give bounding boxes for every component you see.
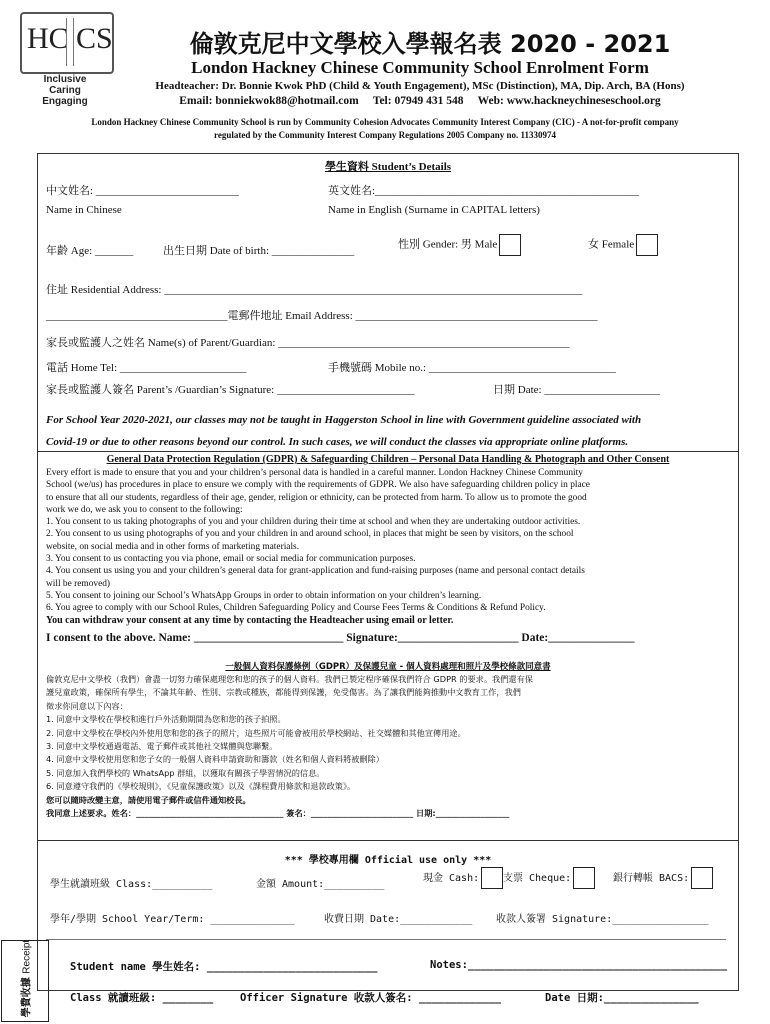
logo-divider xyxy=(66,18,74,66)
gdpr-line: 3. You consent to us contacting you via phone, email or social media for communication purposes. xyxy=(46,554,416,565)
female-checkbox[interactable] xyxy=(636,234,658,256)
gdpr-line: 5. You consent to joining our School’s WhatsApp Groups in order to obtain information on your children’s learning. xyxy=(46,590,482,601)
guardian-name-field[interactable]: 家長或監護人之姓名 Name(s) of Parent/Guardian: _____________________________________________________ xyxy=(46,337,570,349)
gdpr-chinese-heading: 一般個人資料保護條例（GDPR）及保護兒童 - 個人資料處理和照片及學校條款同意書 xyxy=(225,662,551,672)
section-divider xyxy=(38,451,738,452)
gdpr-line: website, on social media and in other forms of marketing materials. xyxy=(46,541,300,552)
cash-checkbox[interactable] xyxy=(481,867,503,889)
bacs-checkbox[interactable] xyxy=(691,867,713,889)
official-amount-field[interactable]: 金額 Amount:__________ xyxy=(256,879,385,890)
gdpr-english-text xyxy=(46,467,732,627)
signature-date-field[interactable]: 日期 Date: _____________________ xyxy=(493,384,660,396)
receipt-label-en: Receipt xyxy=(21,939,33,974)
contact-line: Email: bonniekwok88@hotmail.com Tel: 07949 431 548 Web: www.hackneychineseschool.org xyxy=(179,95,661,107)
gdpr-line: will be removed) xyxy=(46,578,111,589)
female-label: 女 Female xyxy=(588,238,635,251)
gdpr-line: work we do, we ask you to consent to the following: xyxy=(46,504,243,515)
gdpr-zh-line: 5. 同意加入我們學校的 WhatsApp 群組，以獲取有關孩子學習情況的信息。 xyxy=(46,767,325,778)
cash-label: 現金 Cash: xyxy=(423,873,480,884)
gdpr-zh-withdraw: 您可以隨時改變主意，請使用電子郵件或信件通知校長。 xyxy=(46,794,251,805)
official-bacs-option[interactable] xyxy=(613,867,713,889)
chinese-consent-line[interactable]: 我同意上述要求。姓名：____________________________________ 簽名：_________________________ 日期:__________________ xyxy=(46,808,510,819)
gdpr-zh-line: 倫敦克尼中文學校（我們）會盡一切努力確保處理您和您的孩子的個人資料。我們已製定程序確保我們符合 GDPR 的要求。我們還有保 xyxy=(46,674,533,684)
mobile-field[interactable]: 手機號碼 Mobile no.: __________________________________ xyxy=(328,362,616,374)
receipt-class-field[interactable]: Class 就讀班級: ________ xyxy=(70,992,214,1004)
age-field[interactable]: 年齡 Age: _______ xyxy=(46,245,134,257)
chinese-name-field[interactable]: 中文姓名: __________________________ xyxy=(46,185,239,197)
gdpr-zh-line: 1. 同意中文學校在學校和進行戶外活動期間為您和您的孩子拍照。 xyxy=(46,714,286,725)
gdpr-zh-line: 3. 同意中文學校通過電話、電子郵件或其他社交媒體與您聯繫。 xyxy=(46,741,278,752)
gdpr-line: 4. You consent us using you and your children’s general data for grant-application and fund-raising purposes (name and personal contact details xyxy=(46,566,585,577)
receipt-notes-field[interactable]: Notes:_________________________________________ xyxy=(430,959,728,971)
form-title-english: London Hackney Chinese Community School Enrolment Form xyxy=(191,58,649,77)
headteacher-line: Headteacher: Dr. Bonnie Kwok PhD (Child & Youth Engagement), MSc (Distinction), MA, Dip. Arch, BA (Hons) xyxy=(155,80,685,92)
cheque-checkbox[interactable] xyxy=(573,867,595,889)
gdpr-zh-line: 4. 同意中文學校使用您和您子女的一般個人資料申請資助和籌款（姓名和個人資料將被刪除） xyxy=(46,754,384,765)
name-english-label: Name in English (Surname in CAPITAL letters) xyxy=(328,204,540,216)
gdpr-zh-line: 6. 同意遵守我們的《學校規則》，《兒童保護政策》以及《課程費用條款和退款政策》。 xyxy=(46,781,356,792)
address-field[interactable]: 住址 Residential Address: ____________________________________________________________________________ xyxy=(46,284,583,296)
official-cash-option[interactable] xyxy=(423,867,503,889)
receipt-date-field[interactable]: Date 日期:_______________ xyxy=(545,992,699,1004)
email-field[interactable]: _________________________________電郵件地址 Email Address: ____________________________________________ xyxy=(46,310,598,322)
logo-cs-text: CS xyxy=(76,22,113,55)
male-checkbox[interactable] xyxy=(499,234,521,256)
covid-notice-line: Covid-19 or due to other reasons beyond our control. In such cases, we will conduct the classes via appropriate online platforms. xyxy=(46,436,629,448)
covid-notice-line: For School Year 2020-2021, our classes may not be taught in Haggerston School in line with Government guideline associated with xyxy=(46,414,642,426)
gdpr-line: 2. You consent to us using photographs of you and your children in and around school, in places that might be seen by visitors, on the school xyxy=(46,529,574,540)
logo-hc-text: HC xyxy=(27,22,69,55)
official-use-heading: *** 學校專用欄 Official use only *** xyxy=(284,855,492,866)
gdpr-line: School (we/us) has procedures in place to ensure we comply with the requirements of GDPR. We also have safeguarding children policy in place xyxy=(46,480,590,491)
english-consent-line[interactable]: I consent to the above. Name: __________________________ Signature:_____________________ Date:_______________ xyxy=(46,632,635,644)
form-box xyxy=(37,153,739,991)
dob-field[interactable]: 出生日期 Date of birth: _______________ xyxy=(163,245,355,257)
cic-line: regulated by the Community Interest Company Regulations 2005 Company no. 11330974 xyxy=(214,130,556,140)
school-logo xyxy=(20,12,114,74)
official-signature-field[interactable]: 收款人簽署 Signature:________________ xyxy=(496,914,709,925)
gdpr-line: 6. You agree to comply with our School Rules, Children Safeguarding Policy and Course Fees Terms & Conditions & Refund Policy. xyxy=(46,603,546,614)
receipt-tag xyxy=(1,940,49,1022)
cic-line: London Hackney Chinese Community School is run by Community Cohesion Advocates Community Interest Company (CIC) - A not-for-profit company xyxy=(91,117,679,127)
cheque-label: 支票 Cheque: xyxy=(503,873,572,884)
gdpr-chinese-text xyxy=(46,673,732,820)
home-tel-field[interactable]: 電話 Home Tel: _______________________ xyxy=(46,362,247,374)
cic-statement xyxy=(40,116,730,142)
receipt-student-field[interactable]: Student name 學生姓名: ___________________________ xyxy=(70,961,378,973)
official-date-field[interactable]: 收費日期 Date:____________ xyxy=(324,914,473,925)
guardian-signature-field[interactable]: 家長或監護人簽名 Parent’s /Guardian’s Signature: _________________________ xyxy=(46,384,415,396)
receipt-label-zh: 學費收據 xyxy=(21,977,33,1018)
gdpr-zh-line: 徵求你同意以下內容： xyxy=(46,700,128,711)
gdpr-line: to ensure that all our students, regardless of their age, gender, religion or ethnicity, can be protected from harm. To allow us to promote the good xyxy=(46,492,587,503)
name-chinese-label: Name in Chinese xyxy=(46,204,122,216)
gender-label: 性別 Gender: 男 Male xyxy=(398,238,498,251)
gdpr-line: Every effort is made to ensure that you and your children’s personal data is handled in a careful manner. London Hackney Chinese Community xyxy=(46,468,583,478)
english-name-field[interactable]: 英文姓名:________________________________________________ xyxy=(328,185,640,197)
gender-female-option[interactable] xyxy=(588,234,658,256)
official-rule xyxy=(46,939,726,940)
motto-line: Engaging xyxy=(42,96,88,107)
official-class-field[interactable]: 學生就讀班級 Class:__________ xyxy=(50,879,213,890)
receipt-label xyxy=(18,939,33,1019)
school-motto xyxy=(20,74,110,107)
gdpr-heading: General Data Protection Regulation (GDPR) & Safeguarding Children – Personal Data Handling & Photograph and Other Consent xyxy=(106,454,670,465)
official-term-field[interactable]: 學年/學期 School Year/Term: ______________ xyxy=(50,914,295,925)
gdpr-withdraw-line: You can withdraw your consent at any time by contacting the Headteacher using email or letter. xyxy=(46,614,454,626)
student-details-heading: 學生資料 Student’s Details xyxy=(324,161,452,173)
section-divider xyxy=(38,840,738,841)
gdpr-zh-line: 護兒童政策，確保所有學生，不論其年齡、性別、宗教或種族，都能得到保護，免受傷害。為了讓我們能夠推動中文教育工作，我們 xyxy=(46,687,521,698)
gender-male-option[interactable] xyxy=(398,234,521,256)
gdpr-zh-line: 2. 同意中文學校在學校內外使用您和您的孩子的照片，這些照片可能會被用於學校網站、社交媒體和其他宣傳用途。 xyxy=(46,727,466,738)
bacs-label: 銀行轉帳 BACS: xyxy=(613,873,690,884)
form-title-chinese: 倫敦克尼中文學校入學報名表 2020 - 2021 xyxy=(189,30,671,58)
motto-line: Inclusive xyxy=(43,74,87,85)
receipt-officer-field[interactable]: Officer Signature 收款人簽名: _____________ xyxy=(240,992,502,1004)
official-cheque-option[interactable] xyxy=(503,867,595,889)
gdpr-line: 1. You consent to us taking photographs of you and your children during their time at school and when they are undertaking outdoor activities. xyxy=(46,517,581,528)
motto-line: Caring xyxy=(49,85,81,96)
